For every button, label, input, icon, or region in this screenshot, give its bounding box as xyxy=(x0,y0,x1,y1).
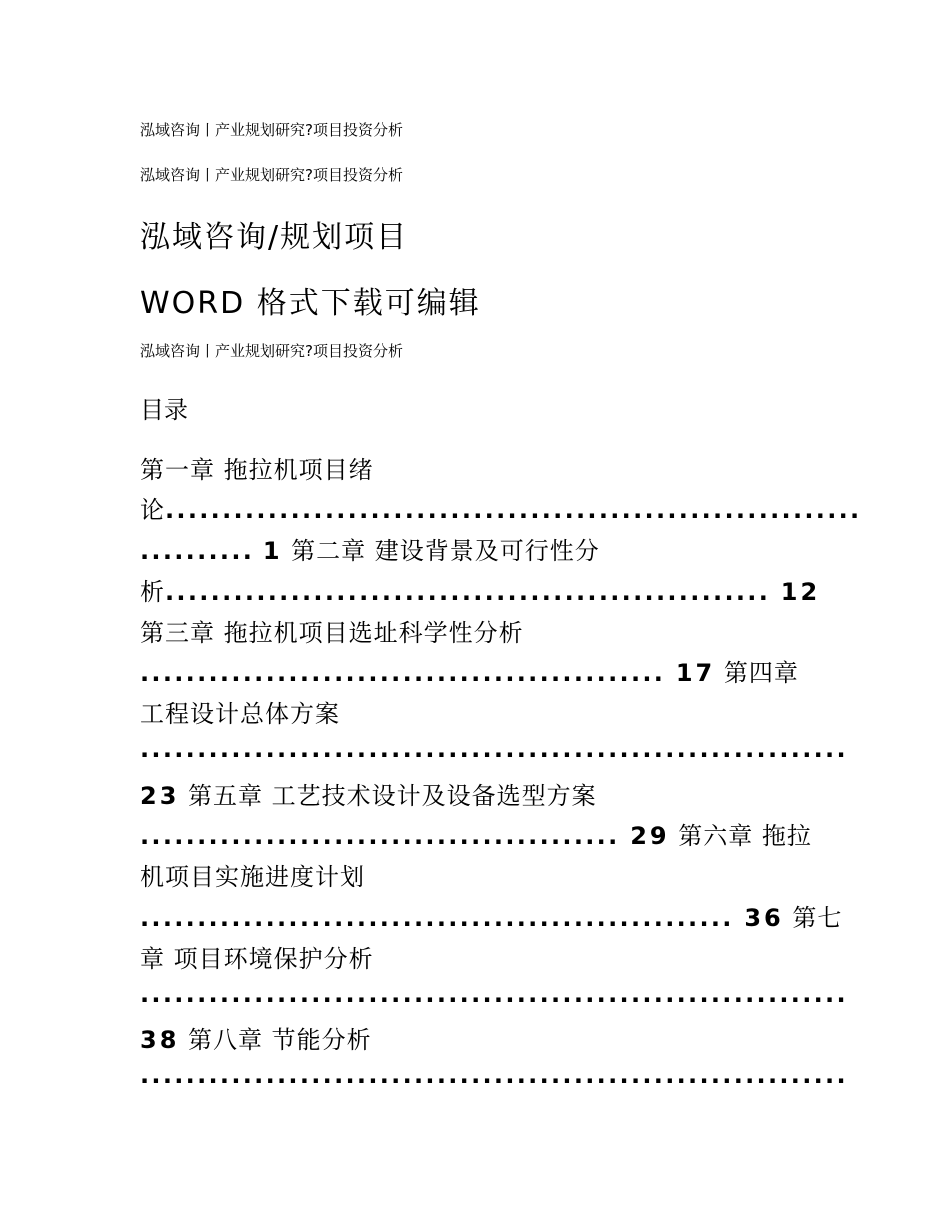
toc-leader-line xyxy=(140,735,848,763)
toc-heading: 目录 xyxy=(140,396,188,424)
toc-entry-chapter-8 xyxy=(140,1020,372,1055)
document-subtitle: WORD 格式下载可编辑 xyxy=(140,286,481,321)
toc-entry-chapter-5 xyxy=(140,776,597,811)
toc-entry-chapter-4 xyxy=(140,653,799,688)
toc-leader-dots: .............................................. xyxy=(140,659,676,687)
toc-leader-line xyxy=(140,980,848,1008)
document-title: 泓域咨询/规划项目 xyxy=(140,220,409,255)
toc-entry-title: 第六章 拖拉 xyxy=(678,822,812,850)
toc-entry-chapter-2 xyxy=(140,531,600,566)
header-line: 泓域咨询丨产业规划研究?项目投资分析 xyxy=(140,166,403,184)
toc-entry-chapter-7 xyxy=(140,898,842,933)
toc-entry-chapter-4-cont xyxy=(140,694,340,729)
toc-page-number: 38 xyxy=(140,1026,180,1054)
toc-leader-dots: .................................................... xyxy=(140,904,745,932)
toc-entry-title: 工程设计总体方案 xyxy=(140,700,340,728)
toc-entry-chapter-2-cont xyxy=(140,572,820,607)
toc-entry-chapter-1-cont xyxy=(140,490,861,525)
toc-page-number: 12 xyxy=(780,578,821,606)
toc-page-number: 23 xyxy=(140,782,180,810)
toc-leader-dots: .............................................................. xyxy=(140,980,848,1008)
header-line: 泓域咨询丨产业规划研究?项目投资分析 xyxy=(140,121,403,139)
toc-leader-dots: .......................................... xyxy=(140,822,631,850)
toc-page-number: 36 xyxy=(744,904,784,932)
toc-entry-chapter-3 xyxy=(140,613,524,648)
toc-entry-title: 第八章 节能分析 xyxy=(188,1026,372,1054)
toc-leader-line xyxy=(140,1061,848,1089)
toc-entry-title: 第五章 工艺技术设计及设备选型方案 xyxy=(188,782,597,810)
toc-entry-title: 章 项目环境保护分析 xyxy=(140,945,374,973)
toc-entry-title: 析 xyxy=(140,578,165,606)
toc-leader-dots: ............................................................. xyxy=(165,496,862,524)
toc-leader-dots: .............................................................. xyxy=(140,735,848,763)
toc-entry-title: 第一章 拖拉机项目绪 xyxy=(140,456,374,484)
toc-page-number: 17 xyxy=(675,659,716,687)
toc-entry-title: 第四章 xyxy=(723,659,799,687)
toc-entry-title: 第七 xyxy=(792,904,843,932)
toc-page-number: 1 xyxy=(262,537,283,565)
toc-leader-dots: .............................................................. xyxy=(140,1061,848,1089)
toc-entry-title: 第三章 拖拉机项目选址科学性分析 xyxy=(140,619,524,647)
toc-leader-dots: ..................................................... xyxy=(165,578,781,606)
toc-page-number: 29 xyxy=(630,822,670,850)
toc-leader-dots: .......... xyxy=(140,537,255,565)
toc-entry-title: 机项目实施进度计划 xyxy=(140,863,365,891)
toc-entry-chapter-1 xyxy=(140,450,374,485)
toc-entry-chapter-7-cont xyxy=(140,939,374,974)
header-line: 泓域咨询丨产业规划研究?项目投资分析 xyxy=(140,342,403,360)
toc-entry-chapter-6-cont xyxy=(140,857,365,892)
toc-entry-title: 第二章 建设背景及可行性分 xyxy=(291,537,600,565)
toc-entry-title: 论 xyxy=(140,496,165,524)
toc-entry-chapter-6 xyxy=(140,816,812,851)
